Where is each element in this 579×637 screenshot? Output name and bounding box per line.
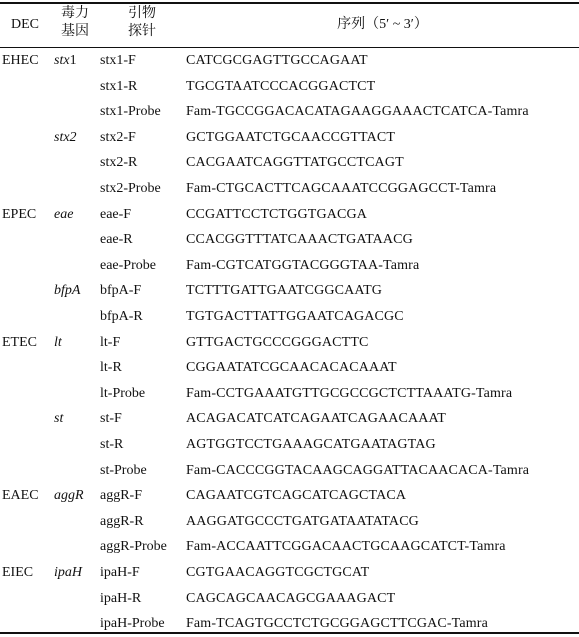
- table-row: [0, 176, 579, 202]
- virulence-gene-cell: [54, 125, 77, 151]
- gene-name: eae: [54, 206, 74, 222]
- sequence-cell: CAGAATCGTCAGCATCAGCTACA: [186, 488, 407, 504]
- primer-probe-cell: stx1-R: [100, 78, 138, 94]
- virulence-gene-cell: [54, 483, 84, 509]
- primer-probe-cell: stx1-Probe: [100, 104, 161, 120]
- table-row: [0, 74, 579, 100]
- primer-probe-cell: aggR-F: [100, 488, 142, 504]
- header-dec: DEC: [11, 17, 39, 32]
- table-row: [0, 304, 579, 330]
- table-row: [0, 560, 579, 586]
- sequence-cell: TCTTTGATTGAATCGGCAATG: [186, 283, 383, 299]
- virulence-gene-cell: [54, 330, 62, 356]
- virulence-gene-cell: [54, 202, 73, 228]
- sequence-cell: TGTGACTTATTGGAATCAGACGC: [186, 309, 404, 324]
- sequence-cell: Fam-CACCCGGTACAAGCAGGATTACAACACA-Tamra: [186, 462, 530, 478]
- table-row: [0, 586, 579, 612]
- sequence-cell: CATCGCGAGTTGCCAGAAT: [186, 53, 368, 68]
- sequence-cell: CGTGAACAGGTCGCTGCAT: [186, 565, 370, 580]
- primer-probe-cell: stx1-F: [100, 53, 136, 68]
- dec-cell: EHEC: [2, 53, 39, 68]
- primer-probe-cell: aggR-Probe: [100, 539, 167, 555]
- header-virulence-gene: [52, 5, 98, 41]
- primer-probe-cell: ipaH-F: [100, 565, 140, 580]
- sequence-cell: Fam-CGTCATGGTACGGGTAA-Tamra: [186, 257, 420, 273]
- table-row: [0, 330, 579, 356]
- table-row: [0, 150, 579, 176]
- table-row: [0, 381, 579, 407]
- sequence-cell: Fam-ACCAATTCGGACAACTGCAAGCATCT-Tamra: [186, 539, 506, 555]
- header-primer-line2: 探针: [128, 24, 156, 39]
- table-row: [0, 125, 579, 151]
- virulence-gene-cell: [54, 406, 63, 432]
- gene-name: bfpA: [54, 283, 81, 299]
- primer-probe-cell: bfpA-R: [100, 309, 143, 324]
- sequence-cell: Fam-TCAGTGCCTCTGCGGAGCTTCGAC-Tamra: [186, 616, 488, 632]
- sequence-cell: CCGATTCCTCTGGTGACGA: [186, 206, 367, 222]
- table-row: [0, 534, 579, 560]
- primer-probe-cell: ipaH-Probe: [100, 616, 165, 632]
- top-rule: [0, 2, 579, 4]
- sequence-cell: CCACGGTTTATCAAACTGATAACG: [186, 232, 413, 248]
- primer-probe-cell: ipaH-R: [100, 590, 142, 606]
- sequence-cell: ACAGACATCATCAGAATCAGAACAAAT: [186, 411, 446, 427]
- primer-probe-cell: bfpA-F: [100, 283, 142, 299]
- table-row: [0, 458, 579, 484]
- primer-probe-cell: st-Probe: [100, 462, 147, 478]
- gene-name: ipaH: [54, 565, 82, 580]
- virulence-gene-cell: [54, 48, 77, 74]
- primer-probe-cell: st-R: [100, 437, 124, 452]
- table-row: [0, 48, 579, 74]
- header-gene-line2: 基因: [61, 24, 89, 39]
- primer-probe-cell: st-F: [100, 411, 122, 427]
- gene-name: st: [54, 411, 64, 427]
- virulence-gene-cell: [54, 560, 82, 586]
- primer-probe-cell: eae-Probe: [100, 257, 156, 273]
- virulence-gene-cell: [54, 278, 80, 304]
- sequence-cell: AGTGGTCCTGAAAGCATGAATAGTAG: [186, 437, 436, 452]
- table-row: [0, 99, 579, 125]
- sequence-cell: Fam-TGCCGGACACATAGAAGGAAACTCATCA-Tamra: [186, 104, 529, 120]
- table-row: [0, 202, 579, 228]
- gene-name: lt: [54, 334, 62, 350]
- table-row: [0, 406, 579, 432]
- sequence-cell: GCTGGAATCTGCAACCGTTACT: [186, 129, 396, 145]
- table-row: [0, 355, 579, 381]
- bottom-rule: [0, 632, 579, 634]
- dec-cell: ETEC: [2, 334, 37, 350]
- sequence-cell: Fam-CTGCACTTCAGCAAATCCGGAGCCT-Tamra: [186, 181, 497, 196]
- gene-name: stx2: [54, 129, 77, 145]
- dec-cell: EPEC: [2, 206, 37, 222]
- header-gene-line1: 毒力: [61, 6, 89, 21]
- table-row: [0, 253, 579, 279]
- primer-probe-cell: stx2-F: [100, 129, 136, 145]
- sequence-cell: CACGAATCAGGTTATGCCTCAGT: [186, 155, 404, 171]
- table-row: [0, 278, 579, 304]
- table-row: [0, 432, 579, 458]
- dec-cell: EAEC: [2, 488, 39, 504]
- primer-probe-cell: eae-F: [100, 206, 132, 222]
- header-primer-probe: [100, 5, 184, 41]
- gene-name: stx: [54, 53, 70, 68]
- primer-probe-cell: lt-F: [100, 334, 121, 350]
- table-row: [0, 509, 579, 535]
- sequence-cell: AAGGATGCCCTGATGATAATATACG: [186, 513, 419, 529]
- header-primer-line1: 引物: [128, 6, 156, 21]
- primer-probe-cell: eae-R: [100, 232, 133, 248]
- dec-cell: EIEC: [2, 565, 34, 580]
- sequence-cell: TGCGTAATCCCACGGACTCT: [186, 78, 376, 94]
- header-sequence: 序列（5′ ~ 3′）: [337, 17, 428, 32]
- gene-name: aggR: [54, 488, 84, 504]
- primer-probe-cell: lt-R: [100, 360, 122, 376]
- gene-suffix: 1: [69, 53, 77, 68]
- primer-probe-cell: stx2-R: [100, 155, 138, 171]
- primer-probe-cell: lt-Probe: [100, 385, 146, 401]
- table-row: [0, 483, 579, 509]
- sequence-cell: GTTGACTGCCCGGGACTTC: [186, 334, 369, 350]
- primer-probe-cell: stx2-Probe: [100, 181, 161, 196]
- sequence-cell: CAGCAGCAACAGCGAAAGACT: [186, 590, 396, 606]
- sequence-cell: Fam-CCTGAAATGTTGCGCCGCTCTTAAATG-Tamra: [186, 385, 513, 401]
- table-row: [0, 227, 579, 253]
- sequence-cell: CGGAATATCGCAACACACAAAT: [186, 360, 397, 376]
- primer-probe-cell: aggR-R: [100, 513, 144, 529]
